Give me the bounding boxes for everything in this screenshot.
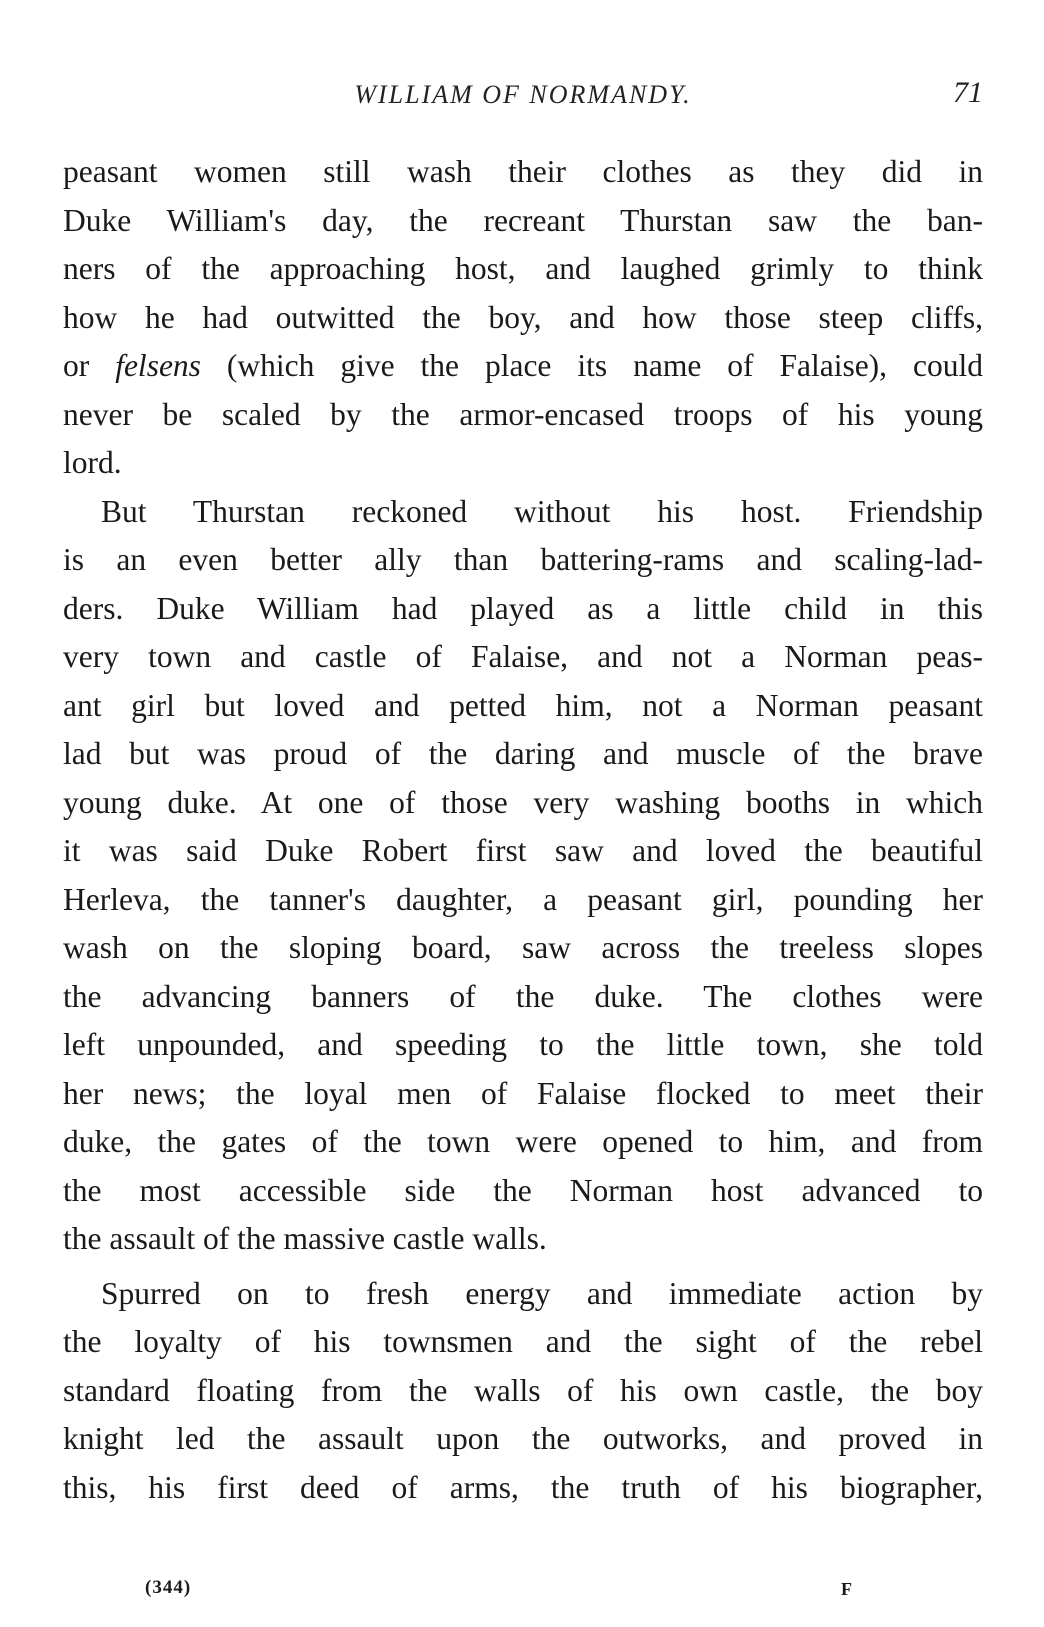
text-line: ders. Duke William had played as a little child in this — [63, 590, 983, 626]
text-line: or felsens (which give the place its name of Falaise), could — [63, 348, 983, 383]
text-line: very town and castle of Falaise, and not a Norman peas- — [63, 639, 983, 674]
text-line: never be scaled by the armor-encased troops of his young — [63, 396, 983, 432]
text-line: peasant women still wash their clothes as they did in — [63, 154, 983, 189]
gathering-letter: F — [841, 1579, 852, 1599]
page-number: 71 — [953, 76, 983, 109]
text-line: knight led the assault upon the outworks, and proved in — [63, 1421, 983, 1456]
text-line: lad but was proud of the daring and muscle of the brave — [63, 736, 983, 771]
text-line: this, his first deed of arms, the truth of his biographer, — [63, 1469, 983, 1505]
signature-mark: (344) — [145, 1577, 192, 1598]
text-line: Spurred on to fresh energy and immediate action by — [101, 1275, 983, 1311]
text-line: is an even better ally than battering-rams and scaling-lad- — [63, 542, 983, 577]
text-line: left unpounded, and speeding to the little town, she told — [63, 1027, 983, 1062]
text-line: ant girl but loved and petted him, not a Norman peasant — [63, 687, 983, 723]
text-line: the most accessible side the Norman host advanced to — [63, 1172, 983, 1208]
text-line: Duke William's day, the recreant Thurstan saw the ban- — [63, 202, 983, 238]
running-title: WILLIAM OF NORMANDY. — [354, 80, 692, 109]
text-line: it was said Duke Robert first saw and loved the beautiful — [63, 833, 983, 868]
text-line: ners of the approaching host, and laughed grimly to think — [63, 251, 983, 286]
page-footer — [63, 1577, 983, 1607]
text-line: lord. — [63, 445, 122, 480]
text-line: the assault of the massive castle walls. — [63, 1221, 547, 1256]
italic-word: felsens — [115, 348, 201, 383]
text-line: the loyalty of his townsmen and the sight of the rebel — [63, 1324, 983, 1359]
text-line: how he had outwitted the boy, and how those steep cliffs, — [63, 299, 983, 335]
text-line: her news; the loyal men of Falaise flocked to meet their — [63, 1075, 983, 1111]
text-line: But Thurstan reckoned without his host. Friendship — [101, 493, 983, 529]
text-line: duke, the gates of the town were opened to him, and from — [63, 1124, 983, 1159]
text-line: standard floating from the walls of his own castle, the boy — [63, 1372, 983, 1408]
page-header — [63, 76, 983, 120]
text-line: wash on the sloping board, saw across the treeless slopes — [63, 930, 983, 965]
text-line: Herleva, the tanner's daughter, a peasant girl, pounding her — [63, 881, 983, 917]
text-line: young duke. At one of those very washing booths in which — [63, 784, 983, 820]
body-text — [63, 148, 983, 1512]
text-line: the advancing banners of the duke. The clothes were — [63, 978, 983, 1014]
